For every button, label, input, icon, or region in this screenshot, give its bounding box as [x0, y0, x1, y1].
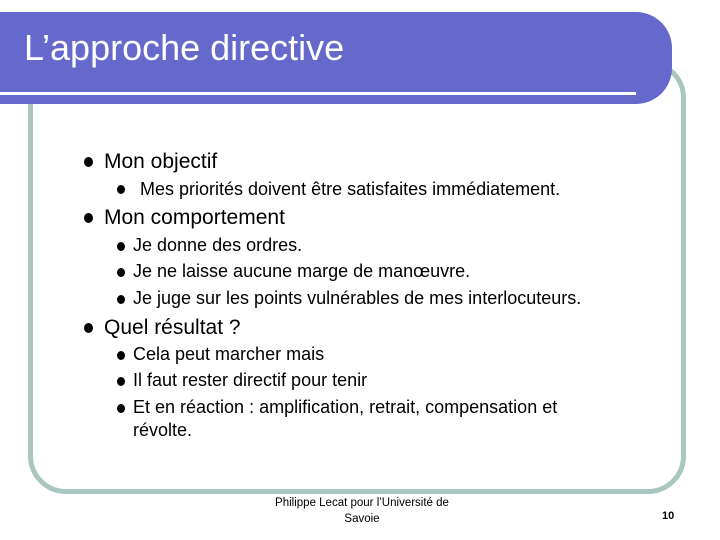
bullet-dot	[84, 157, 93, 167]
slide-footer	[262, 496, 462, 527]
bullet-item: Cela peut marcher mais	[133, 344, 325, 364]
slide-title: L’approche directive	[24, 27, 345, 68]
bullet-item: Je ne laisse aucune marge de manœuvre.	[133, 261, 471, 281]
bullet-dot	[117, 242, 125, 251]
bullet-item: Mes priorités doivent être satisfaites immédiatement.	[140, 179, 561, 199]
bullet-item: Il faut rester directif pour tenir	[133, 370, 368, 390]
bullet-item: Je juge sur les points vulnérables de mes interlocuteurs.	[133, 288, 582, 308]
title-underline	[0, 92, 636, 95]
section-heading: Mon objectif	[104, 150, 218, 173]
bullet-dot	[117, 351, 125, 360]
footer-line: Savoie	[344, 512, 380, 525]
bullet-dot	[84, 323, 93, 333]
bullet-dot	[117, 404, 125, 413]
page-number: 10	[662, 510, 675, 522]
bullet-dot	[117, 268, 125, 277]
bullet-item: Et en réaction : amplification, retrait, compensation et	[133, 397, 558, 417]
section-heading: Quel résultat ?	[104, 316, 241, 339]
bullet-item-continuation: révolte.	[133, 420, 193, 440]
bullet-item: Je donne des ordres.	[133, 235, 303, 255]
bullet-dot	[117, 295, 125, 304]
footer-line: Philippe Lecat pour l’Université de	[275, 497, 449, 509]
bullet-dot	[117, 377, 125, 386]
bullet-dot	[84, 213, 93, 223]
bullet-dot	[117, 185, 125, 194]
section-heading: Mon comportement	[104, 206, 285, 229]
